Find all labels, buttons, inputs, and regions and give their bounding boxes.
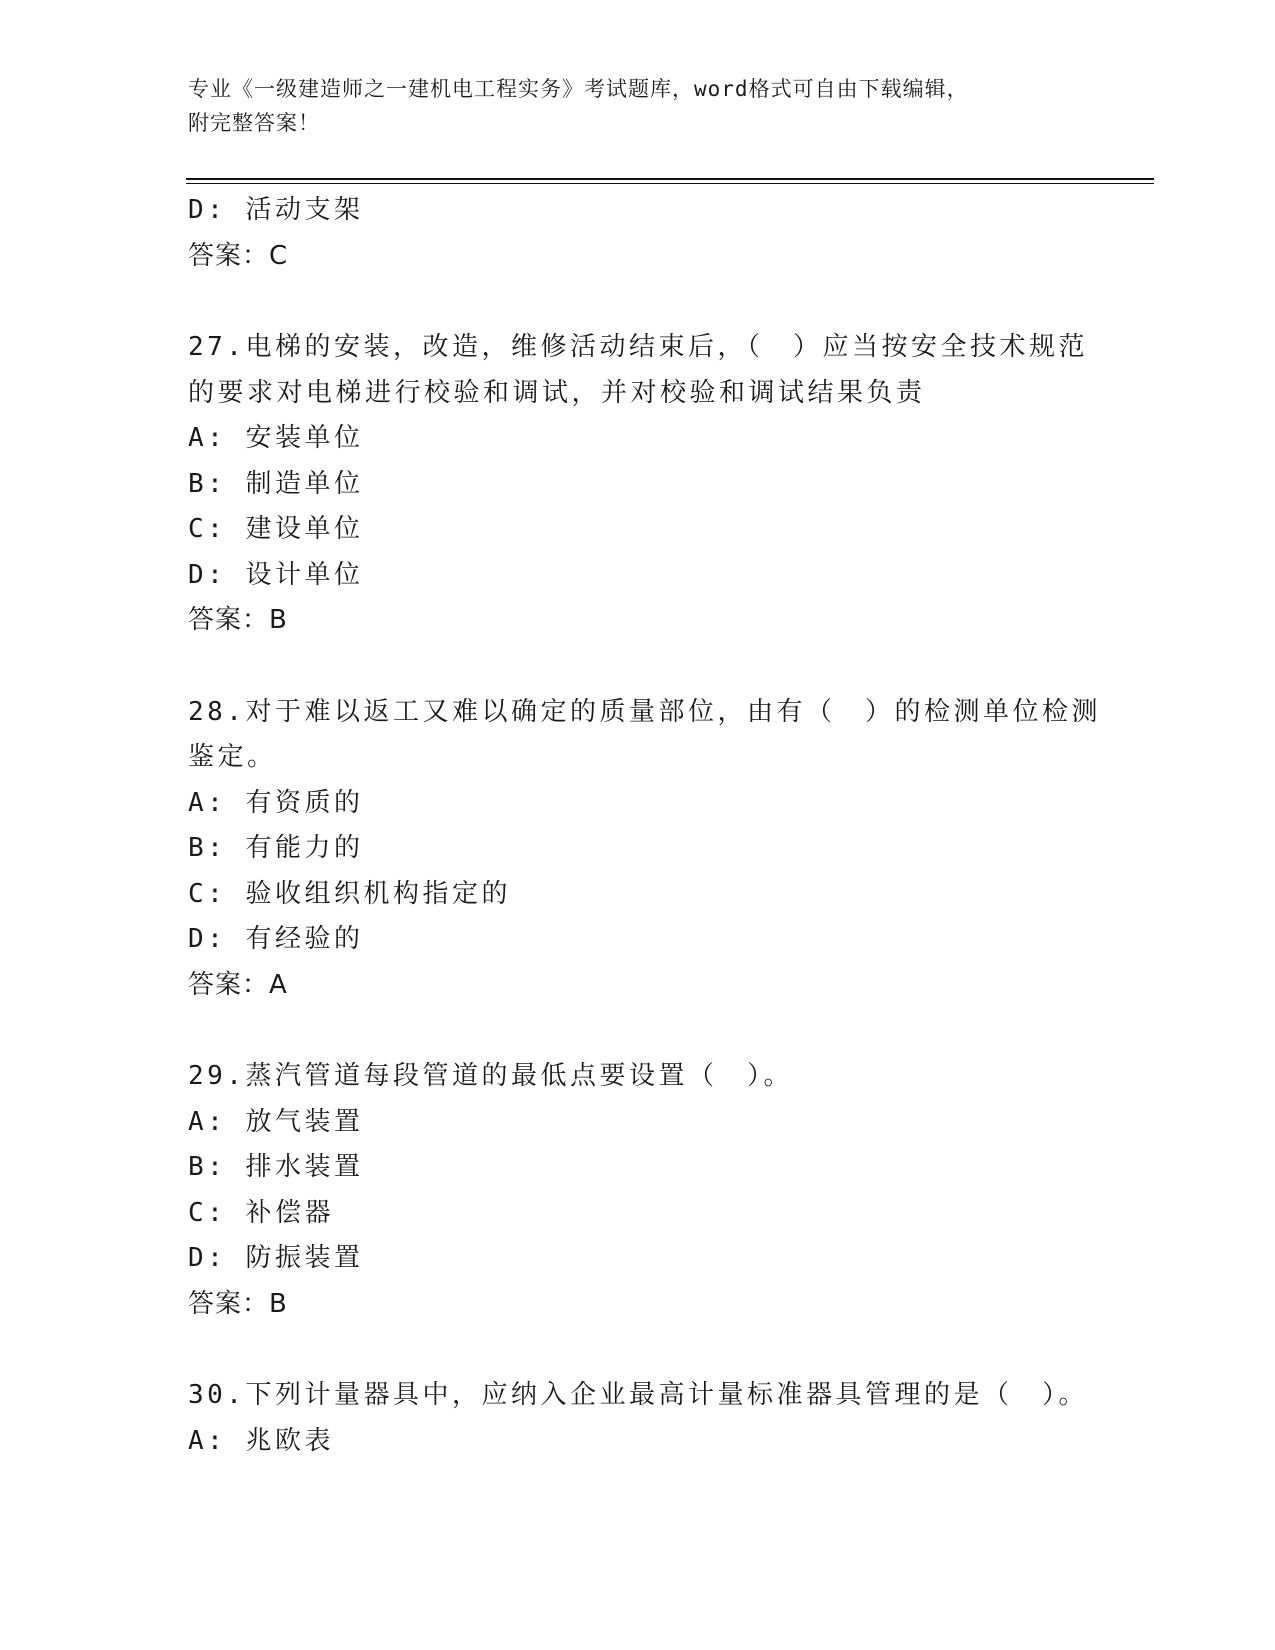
option-d: D: 设计单位 (188, 559, 364, 590)
spacer (188, 1327, 1088, 1373)
option-a: A: 有资质的 (188, 787, 364, 818)
option-b: B: 制造单位 (188, 468, 364, 499)
option-d: D: 活动支架 (188, 195, 364, 225)
question-30 (188, 1373, 1088, 1464)
spacer (188, 1008, 1088, 1054)
header-line-2: 附完整答案！ (188, 111, 320, 135)
question-stem: 30.下列计量器具中，应纳入企业最高计量标准器具管理的是（ ）。 (188, 1380, 1088, 1410)
option-a: A: 放气装置 (188, 1106, 364, 1137)
option-a: A: 安装单位 (188, 423, 364, 453)
option-c: C: 补偿器 (188, 1197, 334, 1228)
option-c: C: 建设单位 (188, 514, 364, 544)
answer-line: 答案：B (188, 1288, 288, 1319)
spacer (188, 279, 1088, 325)
option-a: A: 兆欧表 (188, 1425, 334, 1456)
answer-line: 答案：C (188, 240, 289, 271)
option-d: D: 防振装置 (188, 1243, 364, 1273)
option-b: B: 排水装置 (188, 1152, 364, 1182)
header-line-1: 专业《一级建造师之一建机电工程实务》考试题库，word格式可自由下载编辑， (188, 77, 969, 101)
question-stem: 27.电梯的安装，改造，维修活动结束后，（ ）应当按安全技术规范 (188, 332, 1088, 362)
question-content (188, 188, 1101, 1464)
question-stem: 29.蒸汽管道每段管道的最低点要设置（ ）。 (188, 1061, 793, 1091)
question-stem-cont: 鉴定。 (188, 742, 277, 772)
answer-line: 答案：A (188, 969, 288, 1000)
question-27 (188, 325, 1088, 644)
option-c: C: 验收组织机构指定的 (188, 878, 511, 909)
header-divider-thin (186, 183, 1154, 184)
question-stem: 28.对于难以返工又难以确定的质量部位，由有（ ）的检测单位检测 (188, 696, 1101, 727)
option-b: B: 有能力的 (188, 833, 364, 863)
spacer (188, 644, 1088, 690)
question-stem-cont: 的要求对电梯进行校验和调试，并对校验和调试结果负责 (188, 377, 926, 408)
header-divider-thick (186, 178, 1154, 180)
document-header (188, 72, 1068, 140)
option-d: D: 有经验的 (188, 924, 364, 954)
answer-line: 答案：B (188, 605, 288, 635)
question-29 (188, 1054, 1088, 1327)
question-28 (188, 690, 1101, 1009)
